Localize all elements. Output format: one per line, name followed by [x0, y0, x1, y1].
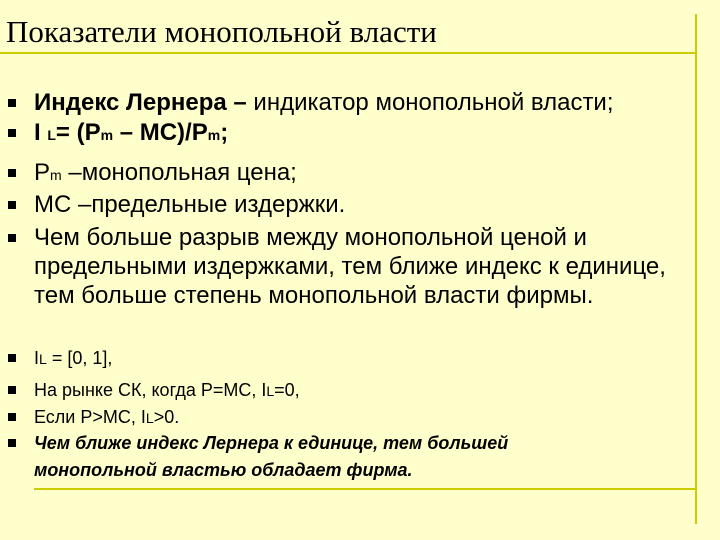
formula-part: I [34, 119, 48, 146]
list-item [34, 223, 674, 310]
list-item [34, 345, 674, 373]
lerner-index-term: Индекс Лернера – [34, 89, 247, 116]
formula-subscript: m [207, 127, 221, 143]
conclusion-text: Чем ближе индекс Лернера к единице, тем большей монопольной властью обладает фирма. [34, 433, 509, 480]
title-divider [0, 52, 695, 54]
subscript: m [50, 167, 62, 183]
item-text: На рынке СК, когда Р=МС, I [34, 380, 267, 400]
item-text: I [34, 348, 40, 368]
bullet-icon [8, 169, 16, 177]
bullet-icon [8, 386, 16, 394]
subscript: L [39, 351, 47, 367]
bullet-icon [8, 439, 16, 447]
list-item [34, 430, 634, 484]
bullet-icon [8, 129, 16, 137]
item-text: –монопольная цена; [61, 159, 297, 186]
slide-title: Показатели монопольной власти [6, 14, 437, 49]
list-item [34, 377, 674, 405]
formula-part: – MC)/P [113, 119, 208, 146]
subscript: L [266, 383, 275, 399]
bottom-divider [34, 488, 697, 490]
item-text: Если P>MC, I [34, 407, 146, 427]
vertical-divider [695, 14, 697, 524]
list-item [34, 118, 674, 150]
bullet-icon [8, 99, 16, 107]
item-text: Чем больше разрыв между монопольной ценой и предельными издержками, тем ближе индекс к единице, тем больше степень монопольной власти фирмы. [34, 224, 666, 309]
bullet-icon [8, 413, 16, 421]
list-item [34, 404, 674, 432]
item-text: = [0, 1], [46, 348, 113, 368]
bullet-icon [8, 201, 16, 209]
item-text: >0. [153, 407, 180, 427]
item-text: индикатор монопольной власти; [246, 89, 614, 116]
list-item [34, 190, 674, 219]
item-text: MC –предельные издержки. [34, 191, 346, 218]
formula-part: = (P [55, 119, 101, 146]
formula-subscript: m [100, 127, 114, 143]
bullet-icon [8, 234, 16, 242]
subscript: L [145, 410, 154, 426]
formula-subscript: L [47, 127, 56, 143]
item-text: =0, [274, 380, 300, 400]
item-text: P [34, 159, 51, 186]
bullet-icon [8, 354, 16, 362]
list-item [34, 158, 674, 190]
list-item [34, 88, 674, 117]
formula-part: ; [220, 119, 229, 146]
